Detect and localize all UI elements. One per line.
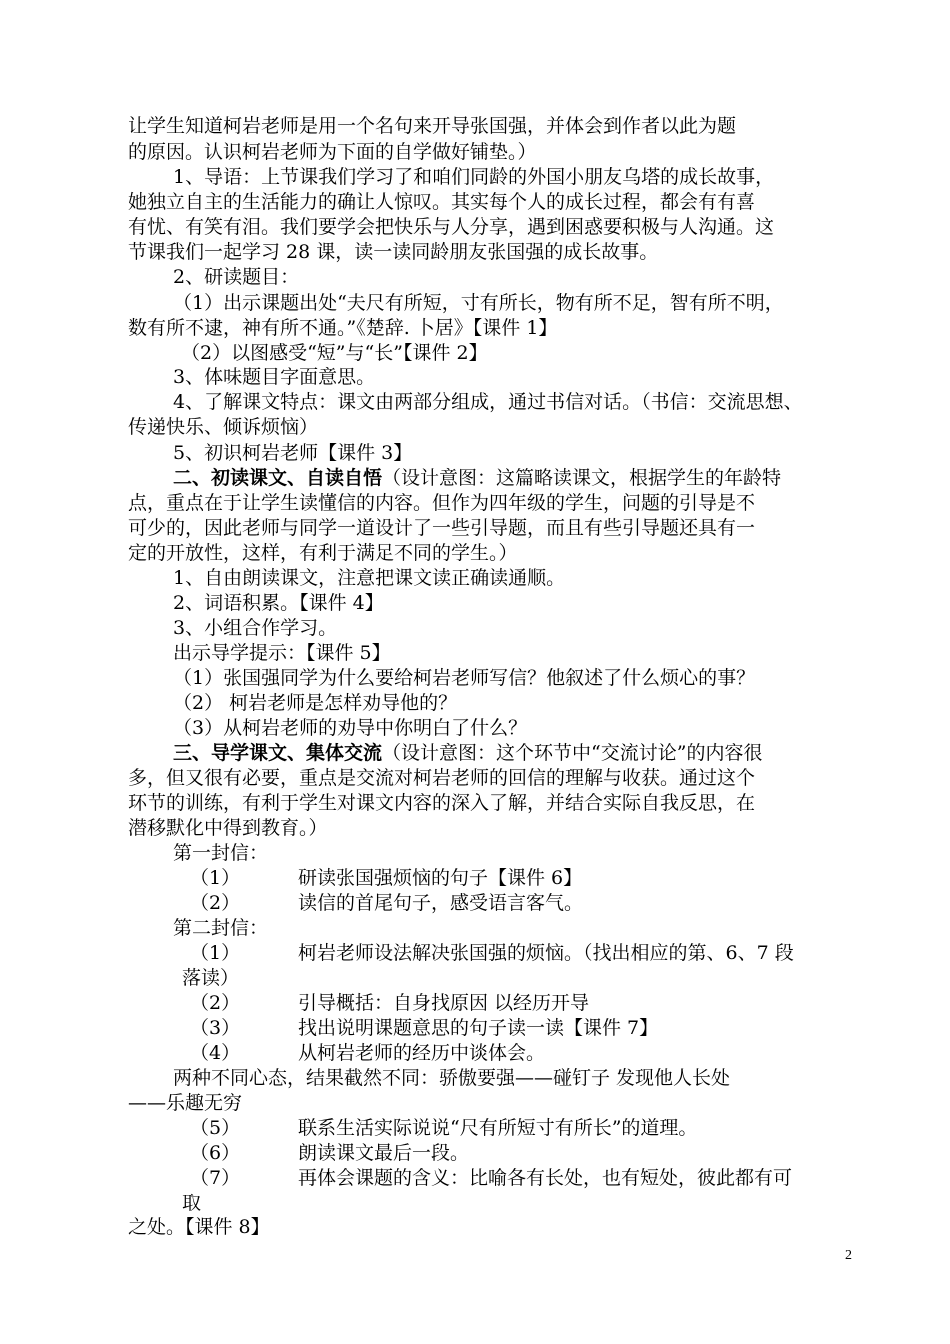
item-number: （3） xyxy=(190,1017,241,1039)
text-line: 2、研读题目： xyxy=(173,266,300,288)
text-line: 可少的，因此老师与同学一道设计了一些引导题，而且有些引导题还具有一 xyxy=(128,517,756,539)
page-number: 2 xyxy=(845,1248,852,1263)
section-2-note: （设计意图：这篇略读课文，根据学生的年龄特 xyxy=(382,467,782,489)
text-line: 潜移默化中得到教育。） xyxy=(128,817,328,839)
item-text: 研读张国强烦恼的句子【课件 6】 xyxy=(298,867,583,889)
text-line: 多，但又很有必要，重点是交流对柯岩老师的回信的理解与收获。通过这个 xyxy=(128,767,756,789)
section-3-note: （设计意图：这个环节中“交流讨论”的内容很 xyxy=(382,742,763,764)
text-line: 出示导学提示：【课件 5】 xyxy=(173,642,391,664)
letter-1-heading: 第一封信： xyxy=(173,842,269,864)
section-2-heading: 二、初读课文、自读自悟 xyxy=(173,467,383,489)
text-line: ——乐趣无穷 xyxy=(128,1092,243,1114)
text-line: 节课我们一起学习 28 课，读一读同龄朋友张国强的成长故事。 xyxy=(128,241,659,263)
text-line: 两种不同心态，结果截然不同：骄傲要强——碰钉子 发现他人长处 xyxy=(173,1067,731,1089)
item-number: （5） xyxy=(190,1117,241,1139)
text-line: 传递快乐、倾诉烦恼） xyxy=(128,416,319,438)
section-2-line xyxy=(173,465,781,491)
text-line: 数有所不逮，神有所不通。”《楚辞. 卜居》【课件 1】 xyxy=(128,317,558,339)
item-text: 取 xyxy=(182,1192,202,1214)
text-line: 3、体味题目字面意思。 xyxy=(173,366,376,388)
item-text: 读信的首尾句子，感受语言客气。 xyxy=(298,892,584,914)
text-line: 环节的训练，有利于学生对课文内容的深入了解，并结合实际自我反思，在 xyxy=(128,792,756,814)
item-text: 柯岩老师设法解决张国强的烦恼。（找出相应的第、6、7 段 xyxy=(298,942,794,964)
item-text: 找出说明课题意思的句子读一读【课件 7】 xyxy=(298,1017,659,1039)
item-text: 引导概括：自身找原因 以经历开导 xyxy=(298,992,590,1014)
item-text: 从柯岩老师的经历中谈体会。 xyxy=(298,1042,546,1064)
section-3-heading: 三、导学课文、集体交流 xyxy=(173,742,383,764)
text-line: 让学生知道柯岩老师是用一个名句来开导张国强，并体会到作者以此为题 xyxy=(128,115,737,137)
item-number: （2） xyxy=(190,892,241,914)
item-number: （1） xyxy=(190,867,241,889)
text-line: 她独立自主的生活能力的确让人惊叹。其实每个人的成长过程，都会有有喜 xyxy=(128,191,756,213)
text-line: 之处。【课件 8】 xyxy=(128,1216,270,1238)
text-line: 4、了解课文特点：课文由两部分组成，通过书信对话。（书信：交流思想、 xyxy=(173,391,803,413)
text-line: （3）从柯岩老师的劝导中你明白了什么？ xyxy=(173,717,528,739)
text-line: 1、导语：上节课我们学习了和咱们同龄的外国小朋友乌塔的成长故事， xyxy=(173,166,775,188)
text-line: 5、初识柯岩老师【课件 3】 xyxy=(173,442,413,464)
item-text: 再体会课题的含义：比喻各有长处，也有短处，彼此都有可 xyxy=(298,1167,793,1189)
item-text: 落读） xyxy=(182,967,240,989)
text-line: 3、小组合作学习。 xyxy=(173,617,338,639)
text-line: （2） 柯岩老师是怎样劝导他的？ xyxy=(173,692,458,714)
item-number: （6） xyxy=(190,1142,241,1164)
text-line: （1）张国强同学为什么要给柯岩老师写信？他叙述了什么烦心的事？ xyxy=(173,667,756,689)
item-number: （1） xyxy=(190,942,241,964)
text-line: 1、自由朗读课文，注意把课文读正确读通顺。 xyxy=(173,567,566,589)
text-line: 点，重点在于让学生读懂信的内容。但作为四年级的学生，问题的引导是不 xyxy=(128,492,756,514)
section-3-line xyxy=(173,740,762,766)
text-line: 定的开放性，这样，有利于满足不同的学生。） xyxy=(128,542,518,564)
item-text: 朗读课文最后一段。 xyxy=(298,1142,470,1164)
item-number: （4） xyxy=(190,1042,241,1064)
text-line: （2）以图感受“短”与“长”【课件 2】 xyxy=(181,342,488,364)
item-number: （7） xyxy=(190,1167,241,1189)
text-line: 2、词语积累。【课件 4】 xyxy=(173,592,384,614)
text-line: 的原因。认识柯岩老师为下面的自学做好铺垫。） xyxy=(128,141,537,163)
text-line: 有忧、有笑有泪。我们要学会把快乐与人分享，遇到困惑要积极与人沟通。这 xyxy=(128,216,775,238)
letter-2-heading: 第二封信： xyxy=(173,917,269,939)
item-text: 联系生活实际说说“尺有所短寸有所长”的道理。 xyxy=(298,1117,698,1139)
text-line: （1）出示课题出处“夫尺有所短，寸有所长，物有所不足，智有所不明， xyxy=(173,292,784,314)
item-number: （2） xyxy=(190,992,241,1014)
